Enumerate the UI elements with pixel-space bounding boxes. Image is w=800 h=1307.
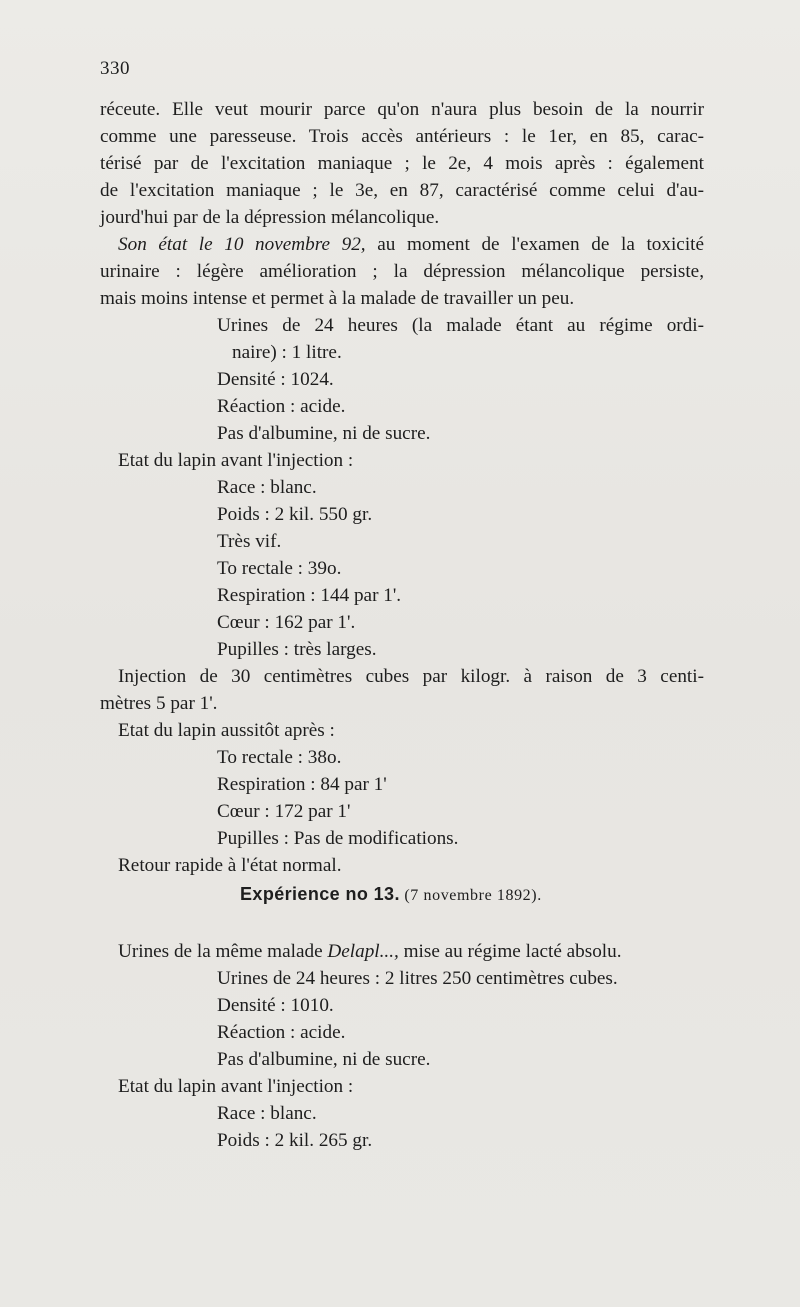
text-line: naire) : 1 litre. (232, 342, 342, 363)
text-line: Cœur : 162 par 1'. (217, 612, 356, 633)
densite-line: Densité : 1024. (217, 369, 334, 390)
text-line: de l'excitation maniaque ; le 3e, en 87, caractérisé comme celui d'au- (100, 180, 704, 201)
text-line: To rectale : 39o. (217, 558, 342, 579)
section-heading: Etat du lapin aussitôt après : (118, 720, 335, 741)
text-line: Race : blanc. (217, 1103, 317, 1124)
text-line: urinaire : légère amélioration ; la dépression mélancolique persiste, (100, 261, 704, 282)
text-line: térisé par de l'excitation maniaque ; le 2e, 4 mois après : également (100, 153, 704, 174)
text-line: Cœur : 172 par 1' (217, 801, 351, 822)
text-line: Pupilles : très larges. (217, 639, 377, 660)
albumine-line: Pas d'albumine, ni de sucre. (217, 423, 431, 444)
text-line: Urines de la même malade Delapl..., mise au régime lacté absolu. (118, 941, 622, 962)
text-line: comme une paresseuse. Trois accès antérieurs : le 1er, en 85, carac- (100, 126, 704, 147)
text-line: Urines de 24 heures : 2 litres 250 centimètres cubes. (217, 968, 618, 989)
text-line: Race : blanc. (217, 477, 317, 498)
text-line: jourd'hui par de la dépression mélancolique. (100, 207, 440, 228)
albumine-line: Pas d'albumine, ni de sucre. (217, 1049, 431, 1070)
text-line: Retour rapide à l'état normal. (118, 855, 342, 876)
text-line: Respiration : 84 par 1' (217, 774, 387, 795)
text-line: Injection de 30 centimètres cubes par kilogr. à raison de 3 centi- (118, 666, 704, 687)
page-number: 330 (100, 58, 130, 79)
text-line: Poids : 2 kil. 550 gr. (217, 504, 373, 525)
text-line: mais moins intense et permet à la malade de travailler un peu. (100, 288, 575, 309)
text-line: Son état le 10 novembre 92, au moment de l'examen de la toxicité (118, 234, 704, 255)
text-line: Respiration : 144 par 1'. (217, 585, 402, 606)
text-line: Pupilles : Pas de modifications. (217, 828, 459, 849)
reaction-line: Réaction : acide. (217, 396, 346, 417)
date-italic: Son état le 10 novembre 92, (118, 234, 366, 255)
text-line: Urines de 24 heures (la malade étant au régime ordi- (217, 315, 704, 336)
densite-line: Densité : 1010. (217, 995, 334, 1016)
section-heading: Etat du lapin avant l'injection : (118, 450, 354, 471)
text-line: Très vif. (217, 531, 282, 552)
text-line: Poids : 2 kil. 265 gr. (217, 1130, 373, 1151)
section-heading: Etat du lapin avant l'injection : (118, 1076, 354, 1097)
text-line: mètres 5 par 1'. (100, 693, 218, 714)
text-line: To rectale : 38o. (217, 747, 342, 768)
reaction-line: Réaction : acide. (217, 1022, 346, 1043)
experience-title: Expérience no 13. (7 novembre 1892). (240, 884, 542, 904)
text-line: réceute. Elle veut mourir parce qu'on n'aura plus besoin de la nourrir (100, 99, 704, 120)
